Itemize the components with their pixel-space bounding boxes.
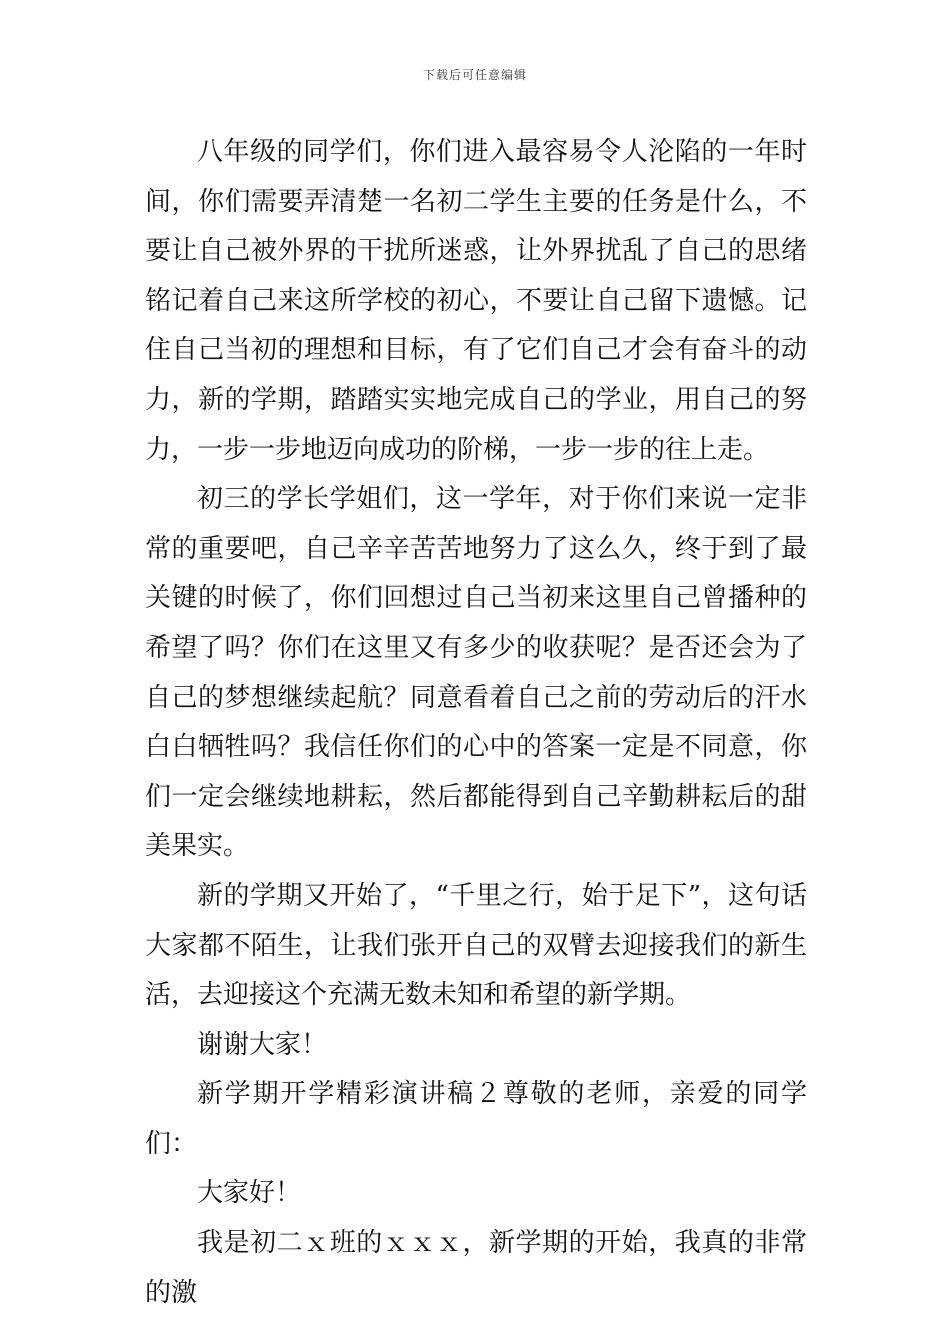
page-header: 下载后可任意编辑 [422,68,527,82]
document-body [145,128,807,1318]
paragraph-intro: 我是初二ｘ班的ｘｘｘ，新学期的开始，我真的非常的激 [145,1228,807,1308]
paragraph-thanks: 谢谢大家！ [197,1029,328,1060]
paragraph-greeting: 大家好！ [197,1178,302,1209]
paragraph-grade-nine: 初三的学长学姐们，这一学年，对于你们来说一定非常的重要吧，自己辛辛苦苦地努力了这么久，终于到了最关键的时候了，你们回想过自己当初来这里自己曾播种的希望了吗？你们在这里又有多少的收获呢？是否还会为了自己的梦想继续起航？同意看着自己之前的劳动后的汗水白白牺牲吗？我信任你们的心中的答案一定是不同意，你们一定会继续地耕耘，然后都能得到自己辛勤耕耘后的甜美果实。 [145,484,807,862]
paragraph-grade-eight: 八年级的同学们，你们进入最容易令人沦陷的一年时间，你们需要弄清楚一名初二学生主要的任务是什么，不要让自己被外界的干扰所迷惑，让外界扰乱了自己的思绪铭记着自己来这所学校的初心，不要让自己留下遗憾。记住自己当初的理想和目标，有了它们自己才会有奋斗的动力，新的学期，踏踏实实地完成自己的学业，用自己的努力，一步一步地迈向成功的阶梯，一步一步的往上走。 [145,137,807,465]
paragraph-speech-title: 新学期开学精彩演讲稿２尊敬的老师，亲爱的同学们： [145,1079,807,1159]
paragraph-new-semester: 新的学期又开始了，“千里之行，始于足下”，这句话大家都不陌生，让我们张开自己的双臂去迎接我们的新生活，去迎接这个充满无数未知和希望的新学期。 [145,880,807,1011]
